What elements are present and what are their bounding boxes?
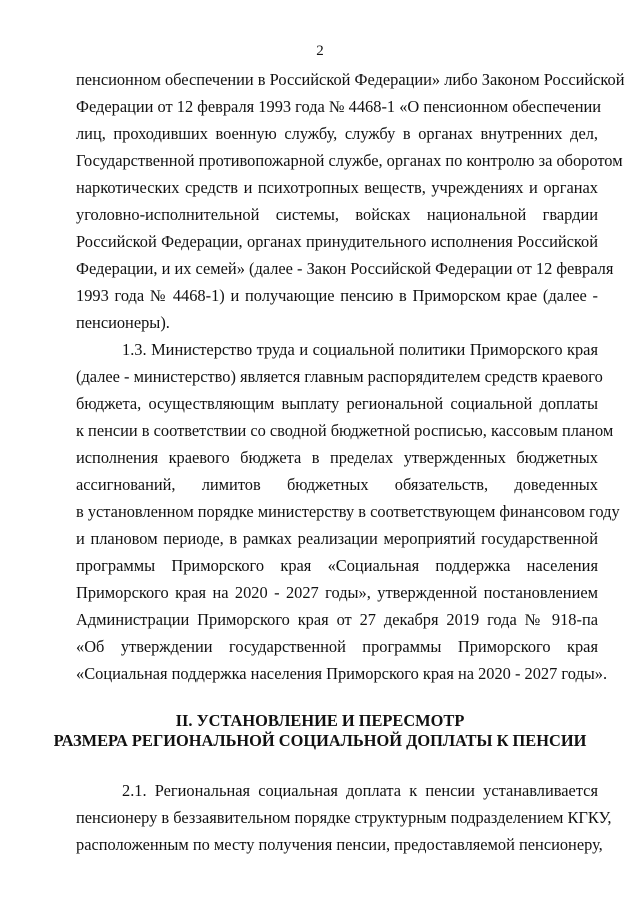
text-line: программы Приморского края «Социальная поддержка населения bbox=[76, 556, 598, 575]
text-line: Федерации от 12 февраля 1993 года № 4468-1 «О пенсионном обеспечении bbox=[76, 97, 602, 116]
text-line: Федерации, и их семей» (далее - Закон Российской Федерации от 12 февраля bbox=[76, 259, 614, 278]
text-line: ассигнований, лимитов бюджетных обязательств, доведенных bbox=[76, 475, 598, 494]
section-heading-line-1: II. УСТАНОВЛЕНИЕ И ПЕРЕСМОТР bbox=[175, 711, 465, 730]
text-line: «Социальная поддержка населения Приморского края на 2020 - 2027 годы». bbox=[76, 664, 608, 683]
text-line: Государственной противопожарной службе, органах по контролю за оборотом bbox=[76, 151, 623, 170]
text-line: 2.1. Региональная социальная доплата к пенсии устанавливается bbox=[122, 781, 598, 800]
text-line: 1.3. Министерство труда и социальной политики Приморского края bbox=[122, 340, 598, 359]
text-line: к пенсии в соответствии со сводной бюджетной росписью, кассовым планом bbox=[76, 421, 614, 440]
text-line: пенсионеру в беззаявительном порядке структурным подразделением КГКУ, bbox=[76, 808, 612, 827]
text-line: пенсионеры). bbox=[76, 313, 170, 332]
text-line: Администрации Приморского края от 27 декабря 2019 года № 918-па bbox=[76, 610, 598, 629]
text-line: и плановом периоде, в рамках реализации мероприятий государственной bbox=[76, 529, 598, 548]
text-line: Приморского края на 2020 - 2027 годы», утвержденной постановлением bbox=[76, 583, 598, 602]
page-number: 2 bbox=[316, 43, 324, 59]
text-line: исполнения краевого бюджета в пределах утвержденных бюджетных bbox=[76, 448, 598, 467]
section-heading-line-2: РАЗМЕРА РЕГИОНАЛЬНОЙ СОЦИАЛЬНОЙ ДОПЛАТЫ К ПЕНСИИ bbox=[53, 731, 587, 750]
text-line: лиц, проходивших военную службу, службу в органах внутренних дел, bbox=[76, 124, 598, 143]
text-line: 1993 года № 4468-1) и получающие пенсию в Приморском крае (далее - bbox=[76, 286, 598, 305]
text-line: в установленном порядке министерству в соответствующем финансовом году bbox=[76, 502, 620, 521]
text-line: «Об утверждении государственной программы Приморского края bbox=[76, 637, 598, 656]
text-line: расположенным по месту получения пенсии, предоставляемой пенсионеру, bbox=[76, 835, 603, 854]
text-line: пенсионном обеспечении в Российской Федерации» либо Законом Российской bbox=[76, 70, 625, 89]
text-line: бюджета, осуществляющим выплату региональной социальной доплаты bbox=[76, 394, 598, 413]
text-line: Российской Федерации, органах принудительного исполнения Российской bbox=[76, 232, 598, 251]
text-line: наркотических средств и психотропных веществ, учреждениях и органах bbox=[76, 178, 598, 197]
text-line: уголовно-исполнительной системы, войсках национальной гвардии bbox=[76, 205, 598, 224]
text-line: (далее - министерство) является главным распорядителем средств краевого bbox=[76, 367, 603, 386]
